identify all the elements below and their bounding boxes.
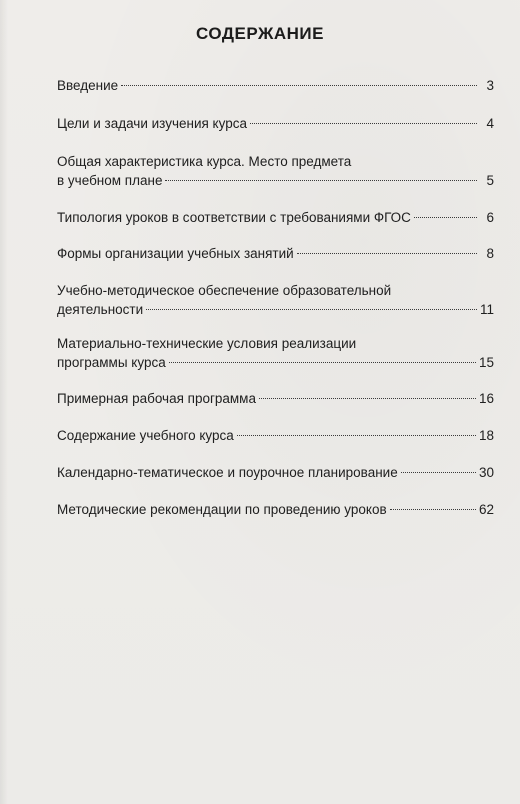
toc-page-number: 15	[478, 355, 494, 370]
toc-entry-label: Цели и задачи изучения курса	[57, 116, 247, 131]
toc-dot-leader	[414, 217, 477, 218]
toc-page-number: 11	[479, 302, 494, 317]
toc-entry-label: Методические рекомендации по проведению уроков	[57, 502, 387, 517]
toc-page-number: 18	[478, 428, 494, 443]
toc-dot-leader	[401, 472, 476, 473]
toc-dot-leader	[169, 362, 476, 363]
page-title: СОДЕРЖАНИЕ	[196, 24, 324, 43]
toc-entry-label: Примерная рабочая программа	[57, 391, 256, 406]
toc-entry-calendar-planning[interactable]	[57, 463, 494, 482]
toc-page-number: 62	[478, 502, 494, 517]
toc-entry-label-line2: деятельности	[57, 302, 144, 317]
toc-entry-forms-of-organization[interactable]	[57, 244, 494, 263]
toc-entry-label-line1: Общая характеристика курса. Место предмета	[57, 154, 352, 169]
toc-entry-general-characteristics[interactable]	[57, 152, 494, 190]
toc-page-number: 6	[486, 210, 494, 225]
toc-entry-methodical-support[interactable]	[57, 281, 494, 319]
toc-dot-leader	[259, 398, 476, 399]
toc-entry-label: Введение	[57, 78, 119, 93]
toc-dot-leader	[237, 435, 476, 436]
toc-entry-label: Календарно-тематическое и поурочное планирование	[57, 465, 398, 480]
toc-entry-label: Типология уроков в соответствии с требованиями ФГОС	[57, 210, 411, 225]
toc-entry-methodical-recommendations[interactable]	[57, 500, 494, 519]
toc-page-number: 5	[486, 173, 494, 188]
toc-entry-label-line1: Материально-технические условия реализации	[57, 336, 357, 351]
toc-page-number: 3	[486, 78, 494, 93]
toc-entry-label-line2: программы курса	[57, 355, 166, 370]
toc-dot-leader	[165, 180, 477, 181]
toc-entry-goals[interactable]	[57, 114, 494, 133]
toc-page-number: 30	[478, 465, 494, 480]
toc-page-number: 4	[486, 116, 494, 131]
toc-entry-introduction[interactable]	[57, 76, 494, 95]
toc-entry-technical-conditions[interactable]	[57, 334, 494, 372]
toc-entry-sample-program[interactable]	[57, 389, 494, 408]
toc-entry-course-content[interactable]	[57, 426, 494, 445]
toc-page-number: 16	[478, 391, 494, 406]
toc-entry-label: Формы организации учебных занятий	[57, 246, 294, 261]
toc-entry-lesson-typology[interactable]	[57, 208, 494, 227]
toc-entry-label-line1: Учебно-методическое обеспечение образовательной	[57, 283, 392, 298]
toc-page-number: 8	[486, 246, 494, 261]
toc-dot-leader	[390, 509, 476, 510]
toc-dot-leader	[250, 123, 477, 124]
toc-dot-leader	[146, 309, 477, 310]
toc-dot-leader	[121, 85, 477, 86]
toc-entry-label-line2: в учебном плане	[57, 173, 163, 188]
page-edge-shadow	[0, 0, 8, 804]
toc-entry-label: Содержание учебного курса	[57, 428, 234, 443]
toc-dot-leader	[297, 253, 477, 254]
